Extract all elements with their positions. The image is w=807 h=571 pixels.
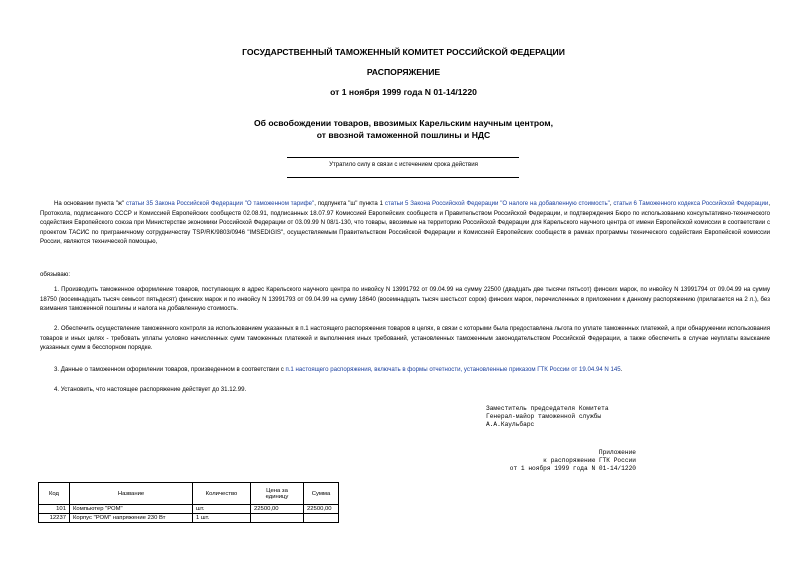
goods-table [38, 482, 339, 523]
signature-block [486, 405, 609, 430]
obliges-line: обязываю: [40, 271, 71, 278]
preamble-text-2: , подпункта "ш" пункта 1 [314, 200, 385, 207]
col-header-qty: Количество [193, 483, 251, 505]
col-header-name: Название [70, 483, 193, 505]
status-rule-top [287, 157, 519, 158]
table-row [39, 505, 339, 514]
item-3-text-1: 3. Данные о таможенном оформлении товаров, произведенном в соответствии с [54, 366, 286, 373]
link-vat-law[interactable]: статьи 5 Закона Российской Федерации "О налоге на добавленную стоимость" [384, 200, 610, 207]
doc-date-number: от 1 ноября 1999 года N 01-14/1220 [330, 87, 477, 97]
cell-price: 22500,00 [251, 505, 304, 514]
col-header-code: Код [39, 483, 70, 505]
signature-line2: Генерал-майор таможенной службы [486, 413, 602, 421]
cell-code: 12237 [39, 514, 70, 523]
cell-sum [304, 514, 339, 523]
cell-sum: 22500,00 [304, 505, 339, 514]
col-header-sum: Сумма [304, 483, 339, 505]
doc-type-heading: РАСПОРЯЖЕНИЕ [366, 67, 441, 77]
col-header-price: Цена за единицу [251, 483, 304, 505]
link-gtk-order-145[interactable]: п.1 настоящего распоряжения, включать в формы отчетности, установленные приказом ГТК России от 19.04.94 N 145 [285, 366, 621, 373]
appendix-line2: к распоряжению ГТК России [543, 457, 636, 465]
cell-qty: 1 шт. [193, 514, 251, 523]
preamble-paragraph [40, 199, 770, 247]
item-4-text: 4. Установить, что настоящее распоряжение действует до 31.12.99. [54, 386, 247, 393]
cell-code: 101 [39, 505, 70, 514]
doc-title-line1: Об освобождении товаров, ввозимых Карельским научным центром, [253, 118, 554, 128]
signature-line1: Заместитель председателя Комитета [486, 405, 609, 412]
item-2-paragraph [40, 324, 770, 353]
link-customs-code[interactable]: статьи 6 Таможенного кодекса Российской Федерации [613, 200, 769, 207]
preamble-text-1: На основании пункта "ж" [54, 200, 126, 207]
item-1-text: 1. Производить таможенное оформление товаров, поступающих в адрес Карельского научного центра по инвойсу N 13991792 от 09.04.99 на сумму 22500 (двадцать две тысячи пятьсот) финских марок, по инвойсу N 13991794 от 09.04.99 на сумму 18750 (восемнадцать тысяч семьсот пятьдесят) финских марок и по инвойсу N 13991793 от 09.04.99 на сумму 18640 (восемнадцать тысяч шестьсот сорок) финских марок, перечисленных в приложении к данному распоряжению (прилагается на 2 л.), без взимания таможенной пошлины и налога на добавленную стоимость. [40, 286, 770, 313]
item-1-paragraph [40, 285, 770, 314]
item-3-text-2: . [620, 366, 623, 373]
cell-name: Корпус "РОМ" напряжение 230 Вт [70, 514, 193, 523]
appendix-line3: от 1 ноября 1999 года N 01-14/1220 [509, 465, 636, 473]
committee-heading: ГОСУДАРСТВЕННЫЙ ТАМОЖЕННЫЙ КОМИТЕТ РОССИЙСКОЙ ФЕДЕРАЦИИ [242, 47, 565, 57]
table-header-row [39, 483, 339, 505]
item-4-paragraph [40, 385, 770, 395]
status-rule-bottom [287, 177, 519, 178]
cell-price [251, 514, 304, 523]
preamble-text-4: , Протокола, подписанного СССР и Комиссией Европейских сообществ 02.08.91, подписанных 18.07.97 Комиссией Европейских сообществ и Правительством Российской Федерации, и подтверждения Бюро по использованию консультативно-технического содействия Европейского союза при Министерстве экономики Российской Федерации от 03.09.99 N 08/1-130, что товары, ввозимые на территорию Российской Федерации для Карельского научного центра от имени Европейской комиссии в соответствии с проектом ТАСИС по приграничному сотрудничеству TSP/RK/9803/0946 "IMSEDIGIS", осуществляемым Правительством Российской Федерации и Комиссией Европейских сообществ в рамках программы технического содействия Европейской комиссии России, являются технической помощью, [40, 200, 771, 246]
table-row [39, 514, 339, 523]
appendix-block [482, 449, 636, 474]
signature-line3: А.А.Каульбарс [486, 421, 535, 429]
link-customs-tariff-law[interactable]: статьи 35 Закона Российской Федерации "О таможенном тарифе" [125, 200, 315, 207]
appendix-line1: Приложение [598, 449, 636, 456]
item-3-paragraph [40, 365, 770, 375]
preamble-text-3: , [609, 200, 614, 207]
doc-title-line2: от ввозной таможенной пошлины и НДС [316, 130, 491, 140]
item-2-text: 2. Обеспечить осуществление таможенного контроля за использованием указанных в п.1 настоящего распоряжения товаров в целях, в связи с которыми была предоставлена льгота по уплате таможенных платежей, а при обнаружении использования товаров и иных целях - требовать уплаты условно начисленных сумм таможенных платежей и выполнения иных требований, установленных таможенным законодательством Российской Федерации, а также обеспечить в случае неуплаты взыскание указанных сумм в бесспорном порядке. [40, 325, 770, 352]
cell-name: Компьютер "РОМ" [70, 505, 193, 514]
cell-qty: шт. [193, 505, 251, 514]
status-note: Утратило силу в связи с истечением срока действия [329, 161, 478, 168]
